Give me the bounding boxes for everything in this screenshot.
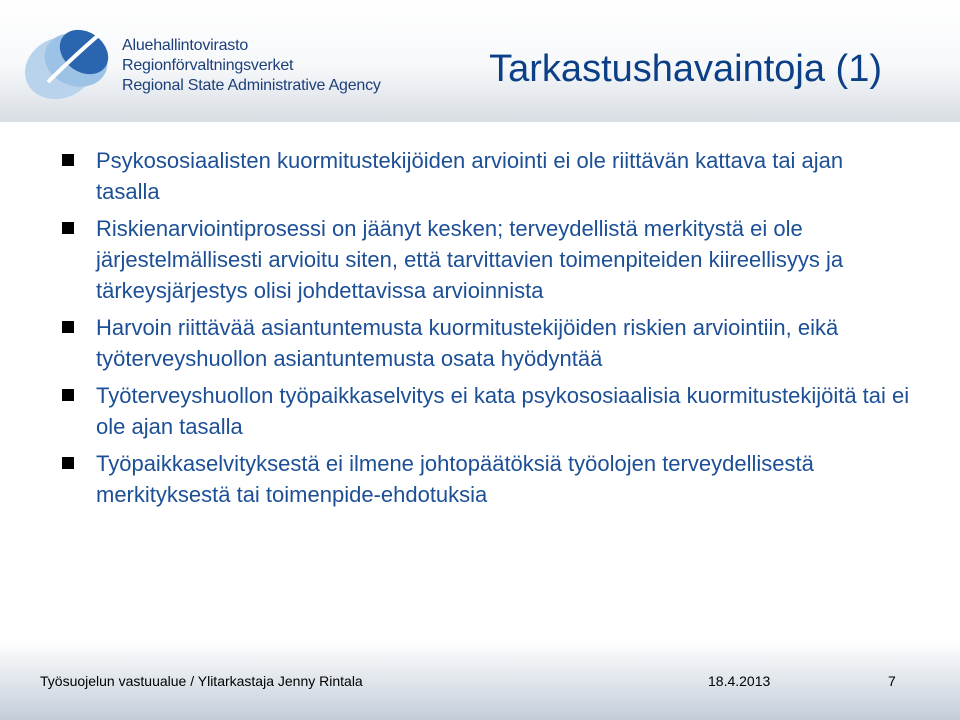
slide-title: Tarkastushavaintoja (1) <box>489 48 882 90</box>
bullet-item <box>60 312 910 374</box>
bullet-text: Psykososiaalisten kuormitustekijöiden arviointi ei ole riittävän kattava tai ajan tasalla <box>96 148 844 204</box>
agency-logo-icon <box>18 22 118 108</box>
square-bullet-icon <box>62 321 74 333</box>
bullet-text: Työterveyshuollon työpaikkaselvitys ei kata psykososiaalisia kuormitustekijöitä tai ei ole ajan tasalla <box>96 383 910 439</box>
page-number: 7 <box>888 673 896 689</box>
bullet-item <box>60 213 910 306</box>
agency-name-en: Regional State Administrative Agency <box>122 77 381 94</box>
square-bullet-icon <box>62 222 74 234</box>
bullet-item <box>60 145 910 207</box>
footer-date: 18.4.2013 <box>708 673 771 689</box>
bullet-text: Työpaikkaselvityksestä ei ilmene johtopäätöksiä työolojen terveydellisestä merkityksestä tai toimenpide-ehdotuksia <box>96 451 814 507</box>
bullet-text: Harvoin riittävää asiantuntemusta kuormitustekijöiden riskien arviointiin, eikä työterveyshuollon asiantuntemusta osata hyödyntää <box>96 315 839 371</box>
bullet-item <box>60 448 910 510</box>
bullet-text: Riskienarviointiprosessi on jäänyt kesken; terveydellistä merkitystä ei ole järjestelmällisesti arvioitu siten, että tarvittavien toimenpiteiden kiireellisyys ja tärkeysjärjestys olisi johdettavissa arvioinnista <box>96 216 844 303</box>
square-bullet-icon <box>62 389 74 401</box>
square-bullet-icon <box>62 154 74 166</box>
agency-name-block <box>122 36 381 96</box>
agency-name-sv: Regionförvaltningsverket <box>122 57 294 74</box>
bullet-list <box>60 145 910 516</box>
agency-name-fi: Aluehallintovirasto <box>122 37 249 54</box>
bullet-item <box>60 380 910 442</box>
footer-author: Työsuojelun vastuualue / Ylitarkastaja Jenny Rintala <box>40 673 363 689</box>
square-bullet-icon <box>62 457 74 469</box>
